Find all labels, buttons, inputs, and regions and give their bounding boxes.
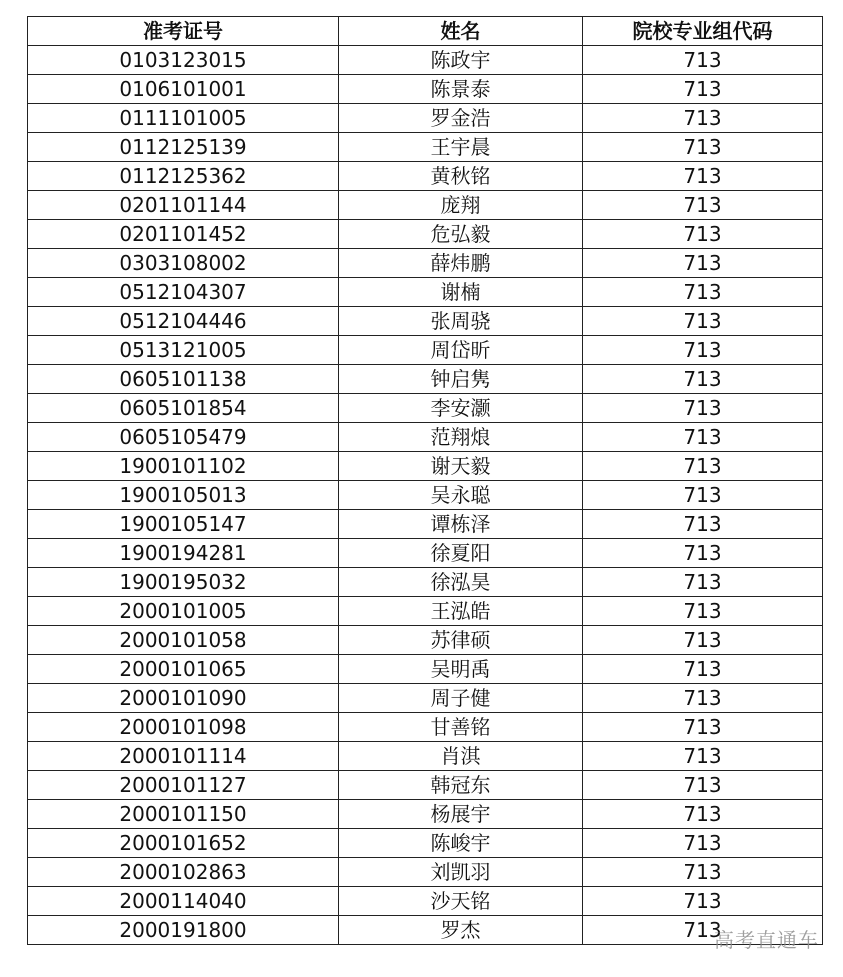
cell-exam-id: 2000101090	[28, 684, 339, 713]
header-row	[28, 17, 823, 46]
cell-name: 陈景泰	[339, 75, 583, 104]
cell-name: 徐夏阳	[339, 539, 583, 568]
cell-exam-id: 0513121005	[28, 336, 339, 365]
watermark-text: 高考直通车	[714, 928, 819, 952]
cell-major-group-code: 713	[583, 568, 823, 597]
cell-name: 苏律硕	[339, 626, 583, 655]
cell-name: 肖淇	[339, 742, 583, 771]
table-row	[28, 742, 823, 771]
cell-name: 沙天铭	[339, 887, 583, 916]
table-row	[28, 104, 823, 133]
cell-exam-id: 0605101854	[28, 394, 339, 423]
cell-exam-id: 0112125362	[28, 162, 339, 191]
cell-major-group-code: 713	[583, 655, 823, 684]
cell-major-group-code: 713	[583, 249, 823, 278]
cell-exam-id: 2000101098	[28, 713, 339, 742]
table-row	[28, 75, 823, 104]
table-row	[28, 597, 823, 626]
table-row	[28, 394, 823, 423]
cell-exam-id: 0512104307	[28, 278, 339, 307]
table-row	[28, 858, 823, 887]
cell-name: 陈峻宇	[339, 829, 583, 858]
table-row	[28, 829, 823, 858]
admission-list-table	[27, 16, 823, 945]
cell-name: 陈政宇	[339, 46, 583, 75]
cell-exam-id: 1900195032	[28, 568, 339, 597]
table-row	[28, 684, 823, 713]
table-row	[28, 539, 823, 568]
cell-major-group-code: 713	[583, 626, 823, 655]
table-row	[28, 626, 823, 655]
cell-major-group-code: 713	[583, 684, 823, 713]
cell-name: 甘善铭	[339, 713, 583, 742]
cell-major-group-code: 713	[583, 742, 823, 771]
cell-exam-id: 2000101127	[28, 771, 339, 800]
cell-name: 谢天毅	[339, 452, 583, 481]
table-row	[28, 365, 823, 394]
cell-major-group-code: 713	[583, 597, 823, 626]
table-row	[28, 46, 823, 75]
cell-major-group-code: 713	[583, 104, 823, 133]
cell-exam-id: 0201101144	[28, 191, 339, 220]
cell-major-group-code: 713	[583, 423, 823, 452]
cell-name: 谭栋泽	[339, 510, 583, 539]
cell-major-group-code: 713	[583, 191, 823, 220]
table-row	[28, 307, 823, 336]
cell-name: 王宇晨	[339, 133, 583, 162]
table-row	[28, 771, 823, 800]
cell-name: 杨展宇	[339, 800, 583, 829]
table-row	[28, 278, 823, 307]
table-row	[28, 191, 823, 220]
table-row	[28, 713, 823, 742]
cell-name: 薛炜鹏	[339, 249, 583, 278]
cell-name: 吴永聪	[339, 481, 583, 510]
cell-major-group-code: 713	[583, 800, 823, 829]
cell-major-group-code: 713	[583, 365, 823, 394]
table-row	[28, 452, 823, 481]
cell-major-group-code: 713	[583, 220, 823, 249]
table-row	[28, 133, 823, 162]
cell-major-group-code: 713	[583, 771, 823, 800]
cell-name: 罗金浩	[339, 104, 583, 133]
cell-major-group-code: 713	[583, 133, 823, 162]
cell-name: 钟启隽	[339, 365, 583, 394]
table-row	[28, 162, 823, 191]
cell-exam-id: 2000191800	[28, 916, 339, 945]
cell-exam-id: 0605105479	[28, 423, 339, 452]
cell-name: 刘凯羽	[339, 858, 583, 887]
cell-major-group-code: 713	[583, 336, 823, 365]
cell-name: 危弘毅	[339, 220, 583, 249]
header-exam-id: 准考证号	[28, 17, 339, 46]
table-row	[28, 481, 823, 510]
cell-exam-id: 2000101058	[28, 626, 339, 655]
cell-major-group-code: 713	[583, 394, 823, 423]
cell-exam-id: 1900101102	[28, 452, 339, 481]
cell-name: 庞翔	[339, 191, 583, 220]
cell-major-group-code: 713	[583, 307, 823, 336]
cell-major-group-code: 713	[583, 278, 823, 307]
table-row	[28, 887, 823, 916]
cell-name: 黄秋铭	[339, 162, 583, 191]
cell-exam-id: 2000114040	[28, 887, 339, 916]
cell-major-group-code: 713	[583, 713, 823, 742]
cell-exam-id: 1900194281	[28, 539, 339, 568]
table-row	[28, 423, 823, 452]
table-row	[28, 510, 823, 539]
cell-exam-id: 0103123015	[28, 46, 339, 75]
cell-major-group-code: 713	[583, 916, 823, 945]
cell-exam-id: 0303108002	[28, 249, 339, 278]
table-row	[28, 800, 823, 829]
cell-exam-id: 2000101150	[28, 800, 339, 829]
cell-exam-id: 0112125139	[28, 133, 339, 162]
cell-exam-id: 2000101005	[28, 597, 339, 626]
cell-name: 张周骁	[339, 307, 583, 336]
cell-major-group-code: 713	[583, 858, 823, 887]
header-name: 姓名	[339, 17, 583, 46]
table-row	[28, 220, 823, 249]
cell-exam-id: 0512104446	[28, 307, 339, 336]
table-row	[28, 916, 823, 945]
table-row	[28, 568, 823, 597]
cell-exam-id: 0201101452	[28, 220, 339, 249]
cell-major-group-code: 713	[583, 162, 823, 191]
cell-name: 王泓皓	[339, 597, 583, 626]
table-row	[28, 655, 823, 684]
cell-exam-id: 0106101001	[28, 75, 339, 104]
cell-name: 罗杰	[339, 916, 583, 945]
cell-name: 韩冠东	[339, 771, 583, 800]
cell-exam-id: 2000101114	[28, 742, 339, 771]
table-row	[28, 249, 823, 278]
cell-exam-id: 0605101138	[28, 365, 339, 394]
cell-name: 谢楠	[339, 278, 583, 307]
cell-name: 吴明禹	[339, 655, 583, 684]
cell-name: 李安灏	[339, 394, 583, 423]
cell-major-group-code: 713	[583, 510, 823, 539]
cell-name: 范翔烺	[339, 423, 583, 452]
cell-major-group-code: 713	[583, 46, 823, 75]
cell-exam-id: 1900105013	[28, 481, 339, 510]
cell-major-group-code: 713	[583, 829, 823, 858]
cell-exam-id: 2000101652	[28, 829, 339, 858]
cell-major-group-code: 713	[583, 887, 823, 916]
cell-name: 周子健	[339, 684, 583, 713]
cell-exam-id: 0111101005	[28, 104, 339, 133]
cell-major-group-code: 713	[583, 452, 823, 481]
cell-name: 周岱昕	[339, 336, 583, 365]
cell-major-group-code: 713	[583, 75, 823, 104]
cell-exam-id: 2000102863	[28, 858, 339, 887]
cell-major-group-code: 713	[583, 539, 823, 568]
cell-name: 徐泓昊	[339, 568, 583, 597]
cell-exam-id: 2000101065	[28, 655, 339, 684]
table-row	[28, 336, 823, 365]
header-major-group-code: 院校专业组代码	[583, 17, 823, 46]
cell-exam-id: 1900105147	[28, 510, 339, 539]
cell-major-group-code: 713	[583, 481, 823, 510]
